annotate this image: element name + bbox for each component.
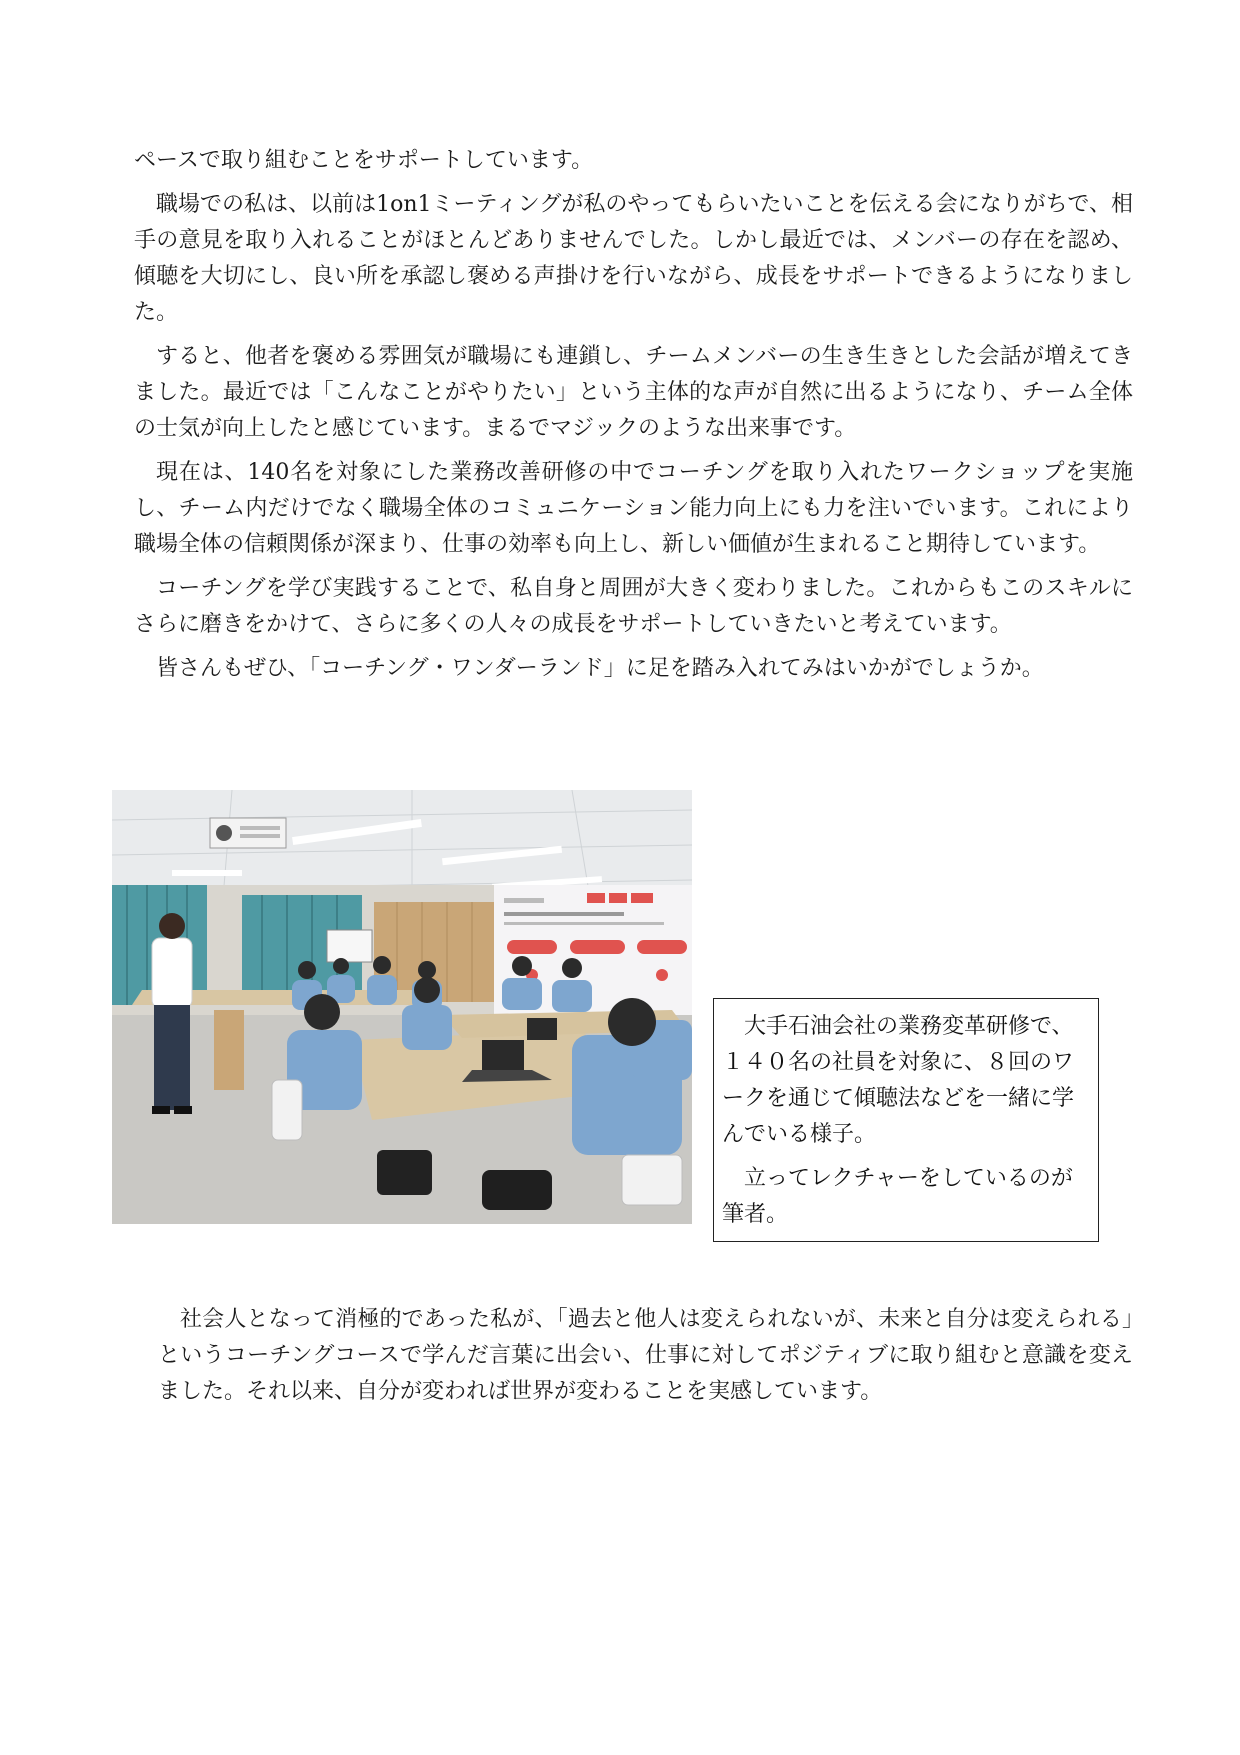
caption-text: 立ってレクチャーをしているのが筆者。 — [722, 1166, 1073, 1227]
article-body — [134, 143, 1133, 695]
caption-text: 大手石油会社の業務変革研修で、１４０名の社員を対象に、８回のワークを通じて傾聴法などを一緒に学んでいる様子。 — [722, 1014, 1075, 1147]
photo-caption — [713, 998, 1099, 1242]
closing-paragraph — [158, 1302, 1133, 1410]
paragraph: 現在は、140名を対象にした業務改善研修の中でコーチングを取り入れたワークショップを実施し、チーム内だけでなく職場全体のコミュニケーション能力向上にも力を注いでいます。これにより職場全体の信頼関係が深まり、仕事の効率も向上し、新しい価値が生まれること期待しています。 — [134, 460, 1133, 557]
paragraph: ペースで取り組むことをサポートしています。 — [134, 148, 594, 173]
workshop-photo — [112, 790, 692, 1224]
paragraph: 社会人となって消極的であった私が、「過去と他人は変えられないが、未来と自分は変えられる」というコーチングコースで学んだ言葉に出会い、仕事に対してポジティブに取り組むと意識を変えました。それ以来、自分が変われば世界が変わることを実感しています。 — [158, 1307, 1133, 1404]
paragraph: 皆さんもぜひ、「コーチング・ワンダーランド」に足を踏み入れてみはいかがでしょうか。 — [156, 656, 1044, 681]
paragraph: 職場での私は、以前は1on1ミーティングが私のやってもらいたいことを伝える会になりがちで、相手の意見を取り入れることがほとんどありませんでした。しかし最近では、メンバーの存在を認め、傾聴を大切にし、良い所を承認し褒める声掛けを行いながら、成長をサポートできるようになりました。 — [134, 192, 1133, 325]
paragraph: すると、他者を褒める雰囲気が職場にも連鎖し、チームメンバーの生き生きとした会話が増えてきました。最近では「こんなことがやりたい」という主体的な声が自然に出るようになり、チーム全体の士気が向上したと感じています。まるでマジックのような出来事です。 — [134, 344, 1133, 441]
paragraph: コーチングを学び実践することで、私自身と周囲が大きく変わりました。これからもこのスキルにさらに磨きをかけて、さらに多くの人々の成長をサポートしていきたいと考えています。 — [134, 576, 1133, 637]
